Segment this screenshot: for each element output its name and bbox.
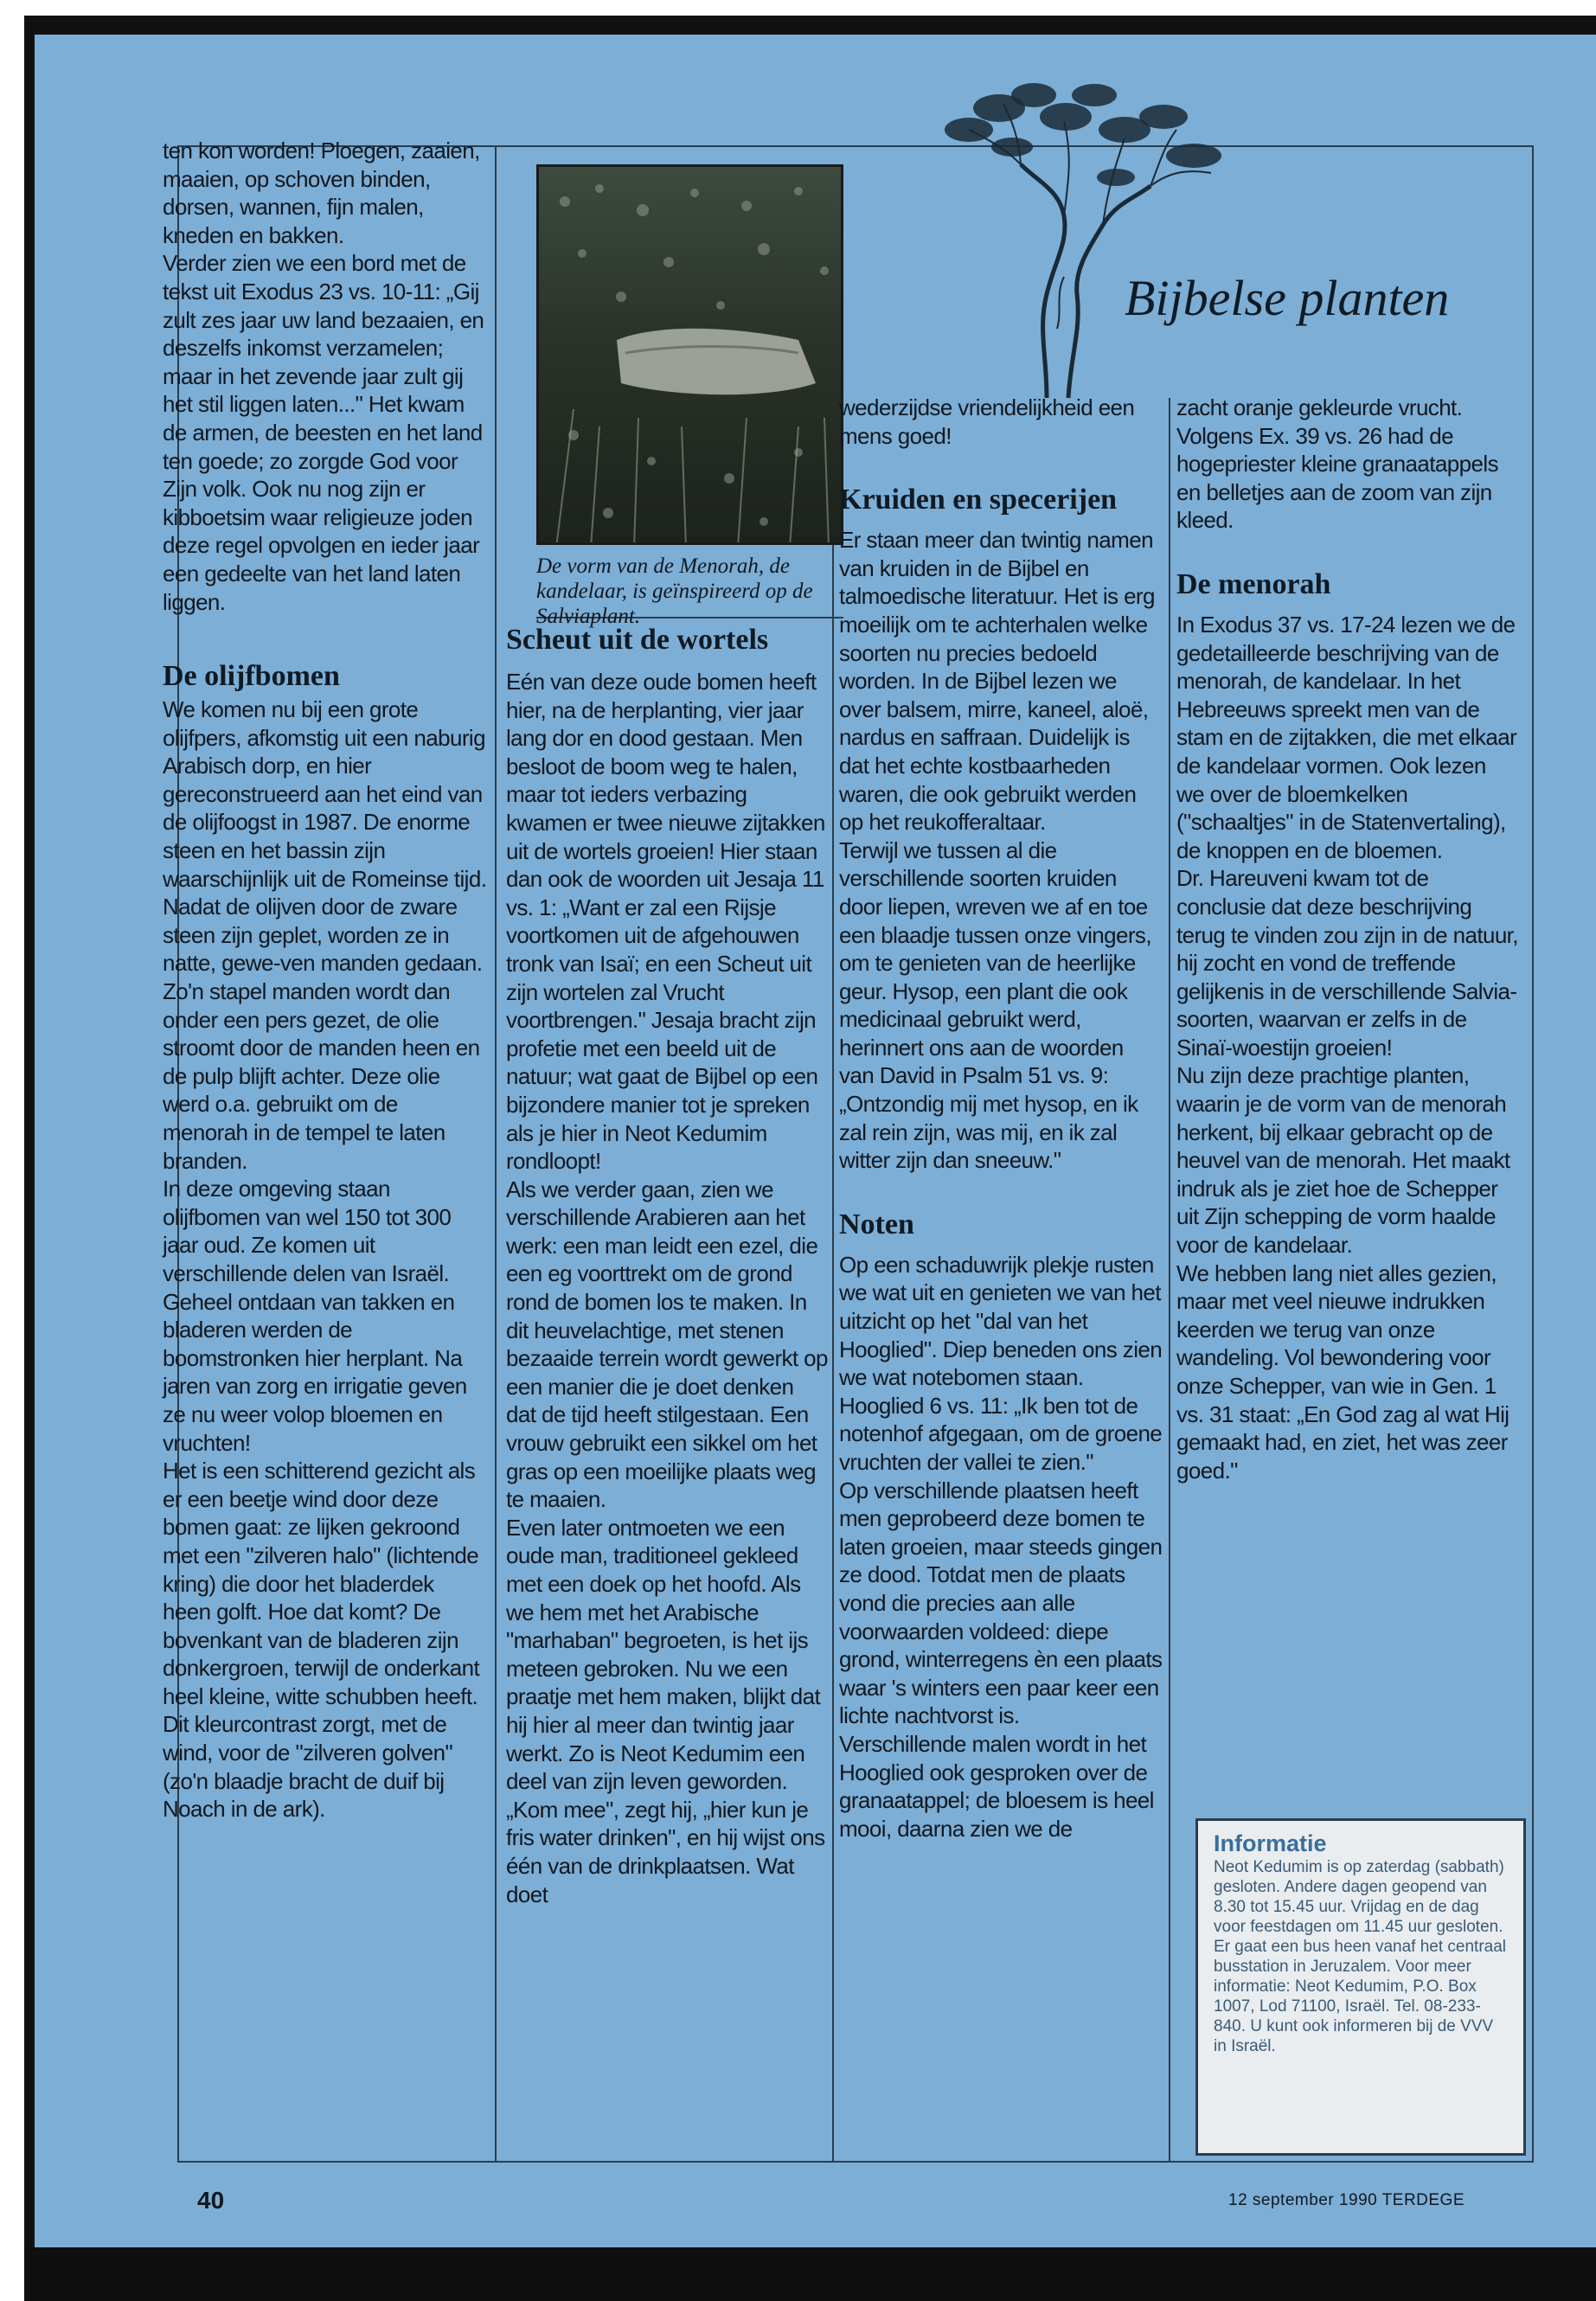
col3-paragraph-5: Op verschillende plaatsen heeft men geprobeerd deze bomen te laten groeien, maar steeds gingen ze dood. Totdat men de plaats vond die precies aan alle voorwaarden voldeed: diepe grond, winterregens èn een plaats waar 's winters een paar keer een lichte nachtvorst is. — [839, 1477, 1163, 1729]
col1-paragraph-2: Verder zien we een bord met de tekst uit Exodus 23 vs. 10-11: „Gij zult zes jaar uw land bezaaien, en deszelfs inkomst verzamelen; maar in het zevende jaar zult gij het stil liggen laten..." Het kwam de armen, de beesten en het land ten goede; zo zorgde God voor Zijn volk. Ook nu nog zijn er kibboetsim waar religieuze joden deze regel opvolgen en ieder jaar een gedeelte van het land laten liggen. — [163, 250, 484, 615]
col1-paragraph-4: Nadat de olijven door de zware steen zijn geplet, worden ze in natte, gewe-ven manden gedaan. Zo'n stapel manden wordt dan onder een pers gezet, de olie stroomt door de manden heen en de pulp blijft achter. Deze olie werd o.a. gebruikt om de menorah in de tempel te laten branden. — [163, 894, 483, 1174]
heading-de-olijfbomen: De olijfbomen — [163, 660, 340, 693]
informatie-body: Neot Kedumim is op zaterdag (sabbath) gesloten. Andere dagen geopend van 8.30 tot 15.45 uur. Vrijdag en de dag voor feestdagen om 11.45 uur gesloten. Er gaat een bus heen vanaf het centraal busstation in Jeruzalem. Voor meer informatie: Neot Kedumim, P.O. Box 1007, Lod 71100, Israël. Tel. 08-233-840. U kunt ook informeren bij de VVV in Israël. — [1214, 1858, 1507, 2055]
col3-paragraph-3: Terwijl we tussen al die verschillende soorten kruiden door liepen, wreven we af en toe een blaadje tussen onze vingers, om te genieten van de heerlijke geur. Hysop, een plant die ook medicinaal gebruikt werd, herinnert ons aan de woorden van David in Psalm 51 vs. 9: „Ontzondig mij met hysop, en ik zal rein zijn, was mij, en ik zal witter zijn dan sneeuw." — [839, 836, 1151, 1174]
col1-paragraph-1: ten kon worden! Ploegen, zaaien, maaien, op schoven binden, dorsen, wannen, fijn malen, kneden en bakken. — [163, 138, 480, 248]
col2-paragraph-2: Als we verder gaan, zien we verschillende Arabieren aan het werk: een man leidt een ezel, die een eg voorttrekt om de grond rond de bomen los te maken. In dit heuvelachtige, met stenen bezaaide terrein wordt gewerkt op een manier die je doet denken dat de tijd heeft stilgestaan. Een vrouw gebruikt een sikkel om het gras op een moeilijke plaats weg te maaien. — [506, 1176, 828, 1513]
col3-paragraph-4: Op een schaduwrijk plekje rusten we wat uit en genieten we van het uitzicht op het "dal van het Hooglied". Diep beneden ons zien we wat notebomen staan. Hooglied 6 vs. 11: „Ik ben tot de notenhof afgegaan, om de groene vruchten der vallei te zien." — [839, 1251, 1163, 1475]
column-rule-1 — [495, 145, 497, 2161]
olive-tree-illustration — [917, 69, 1228, 398]
column-rule-3 — [1169, 398, 1170, 2161]
col1-paragraph-6: Het is een schitterend gezicht als er een beetje wind door deze bomen gaat: ze lijken gekroond met een "zilveren halo" (lichtende kring) die door het bladerdek heen golft. Hoe dat komt? De bovenkant van de bladeren zijn donkergroen, terwijl de onderkant heel kleine, witte schubben heeft. Dit kleurcontrast zorgt, met de wind, voor de "zilveren golven" (zo'n blaadje bracht de duif bij Noach in de ark). — [163, 1458, 480, 1823]
column-3 — [839, 394, 1163, 1843]
column-rule-2 — [832, 398, 834, 2161]
col3-paragraph-1: wederzijdse vriendelijkheid een mens goed! — [839, 394, 1135, 449]
informatie-box — [1195, 1818, 1526, 2156]
left-black-border — [24, 16, 35, 2256]
col1-paragraph-5: In deze omgeving staan olijfbomen van wel 150 tot 300 jaar oud. Ze komen uit verschillende delen van Israël. Geheel ontdaan van takken en bladeren werden de boomstronken hier herplant. Na jaren van zorg en irrigatie geven ze nu weer volop bloemen en vruchten! — [163, 1176, 467, 1456]
menorah-plant-photo — [536, 164, 843, 545]
column-4 — [1176, 394, 1518, 1484]
article-panel — [35, 35, 1596, 2247]
col3-paragraph-2: Er staan meer dan twintig namen van kruiden in de Bijbel en talmoedische literatuur. Het is erg moeilijk om te achterhalen welke soorten nu precies bedoeld worden. In de Bijbel lezen we over balsem, mirre, kaneel, aloë, nardus en saffraan. Duidelijk is dat het echte kostbaarheden waren, die ook gebruikt werden op het reukofferaltaar. — [839, 527, 1155, 836]
bottom-black-border — [24, 2247, 1596, 2301]
page-number: 40 — [197, 2187, 225, 2214]
col1-paragraph-3: We komen nu bij een grote olijfpers, afkomstig uit een naburig Arabisch dorp, en hier gereconstrueerd aan het eind van de olijfoogst in 1987. De enorme steen en het bassin zijn waarschijnlijk uit de Romeinse tijd. — [163, 696, 487, 892]
col4-paragraph-2: In Exodus 37 vs. 17-24 lezen we de gedetailleerde beschrijving van de menorah, de kandelaar. In het Hebreeuws spreekt men van de stam en de zijtakken, die met elkaar de kandelaar vormen. Ook lezen we over de bloemkelken ("schaaltjes" in de Statenvertaling), de knoppen en de bloemen. — [1176, 611, 1517, 863]
informatie-title: Informatie — [1214, 1830, 1327, 1856]
photo-image — [539, 167, 843, 545]
heading-de-menorah: De menorah — [1176, 567, 1331, 600]
column-1 — [163, 137, 487, 1823]
column-2 — [506, 621, 828, 1908]
heading-kruiden-en-specerijen: Kruiden en specerijen — [839, 484, 1118, 516]
col2-paragraph-1: Eén van deze oude bomen heeft hier, na de herplanting, vier jaar lang dor en dood gestaan. Men besloot de boom weg te halen, maar tot ieders verbazing kwamen er twee nieuwe zijtakken uit de wortels groeien! Hier staan dan ook de woorden uit Jesaja 11 vs. 1: „Want er zal een Rijsje voortkomen uit de afgehouwen tronk van Isaï; en een Scheut uit zijn wortelen zal Vrucht voortbrengen." Jesaja bracht zijn profetie met een beeld uit de natuur; wat gaat de Bijbel op een bijzondere manier tot je spreken als je hier in Neot Kedumim rondloopt! — [506, 669, 825, 1175]
heading-noten: Noten — [839, 1208, 914, 1240]
col2-paragraph-3: Even later ontmoeten we een oude man, traditioneel gekleed met een doek op het hoofd. Als we hem met het Arabische "marhaban" begroeten, is het ijs meteen gebroken. Nu we een praatje met hem maken, blijkt dat hij hier al meer dan twintig jaar werkt. Zo is Neot Kedumim een deel van zijn leven geworden. „Kom mee", zegt hij, „hier kun je fris water drinken", en hij wijst ons één van de drinkplaatsen. Wat doet — [506, 1514, 825, 1907]
col3-paragraph-6: Verschillende malen wordt in het Hooglied ook gesproken over de granaatappel; de bloesem is heel mooi, daarna zien we de — [839, 1730, 1154, 1842]
article-title: Bijbelse planten — [1125, 270, 1450, 326]
top-black-border — [24, 16, 1596, 35]
photo-caption: De vorm van de Menorah, de kandelaar, is geïnspireerd op de Salviaplant. — [536, 554, 813, 628]
col4-paragraph-1: zacht oranje gekleurde vrucht. Volgens Ex. 39 vs. 26 had de hogepriester kleine granaatappels en belletjes aan de zoom van zijn kleed. — [1176, 394, 1498, 534]
col4-paragraph-4: Nu zijn deze prachtige planten, waarin je de vorm van de menorah herkent, bij elkaar gebracht op de heuvel van de menorah. Het maakt indruk als je ziet hoe de Schepper uit Zijn schepping de vorm haalde voor de kandelaar. — [1176, 1062, 1510, 1259]
col4-paragraph-5: We hebben lang niet alles gezien, maar met veel nieuwe indrukken keerden we terug van onze wandeling. Vol bewondering voor onze Schepper, van wie in Gen. 1 vs. 31 staat: „En God zag al wat Hij gemaakt had, en ziet, het was zeer goed." — [1176, 1259, 1509, 1484]
issue-date: 12 september 1990 TERDEGE — [1228, 2191, 1465, 2209]
col4-paragraph-3: Dr. Hareuveni kwam tot de conclusie dat deze beschrijving terug te vinden zou zijn in de natuur, hij zocht en vond de treffende gelijkenis in de verschillende Salvia-soorten, waarvan er zelfs in de Sinaï-woestijn groeien! — [1176, 865, 1518, 1061]
heading-scheut-uit-de-wortels: Scheut uit de wortels — [506, 624, 769, 656]
